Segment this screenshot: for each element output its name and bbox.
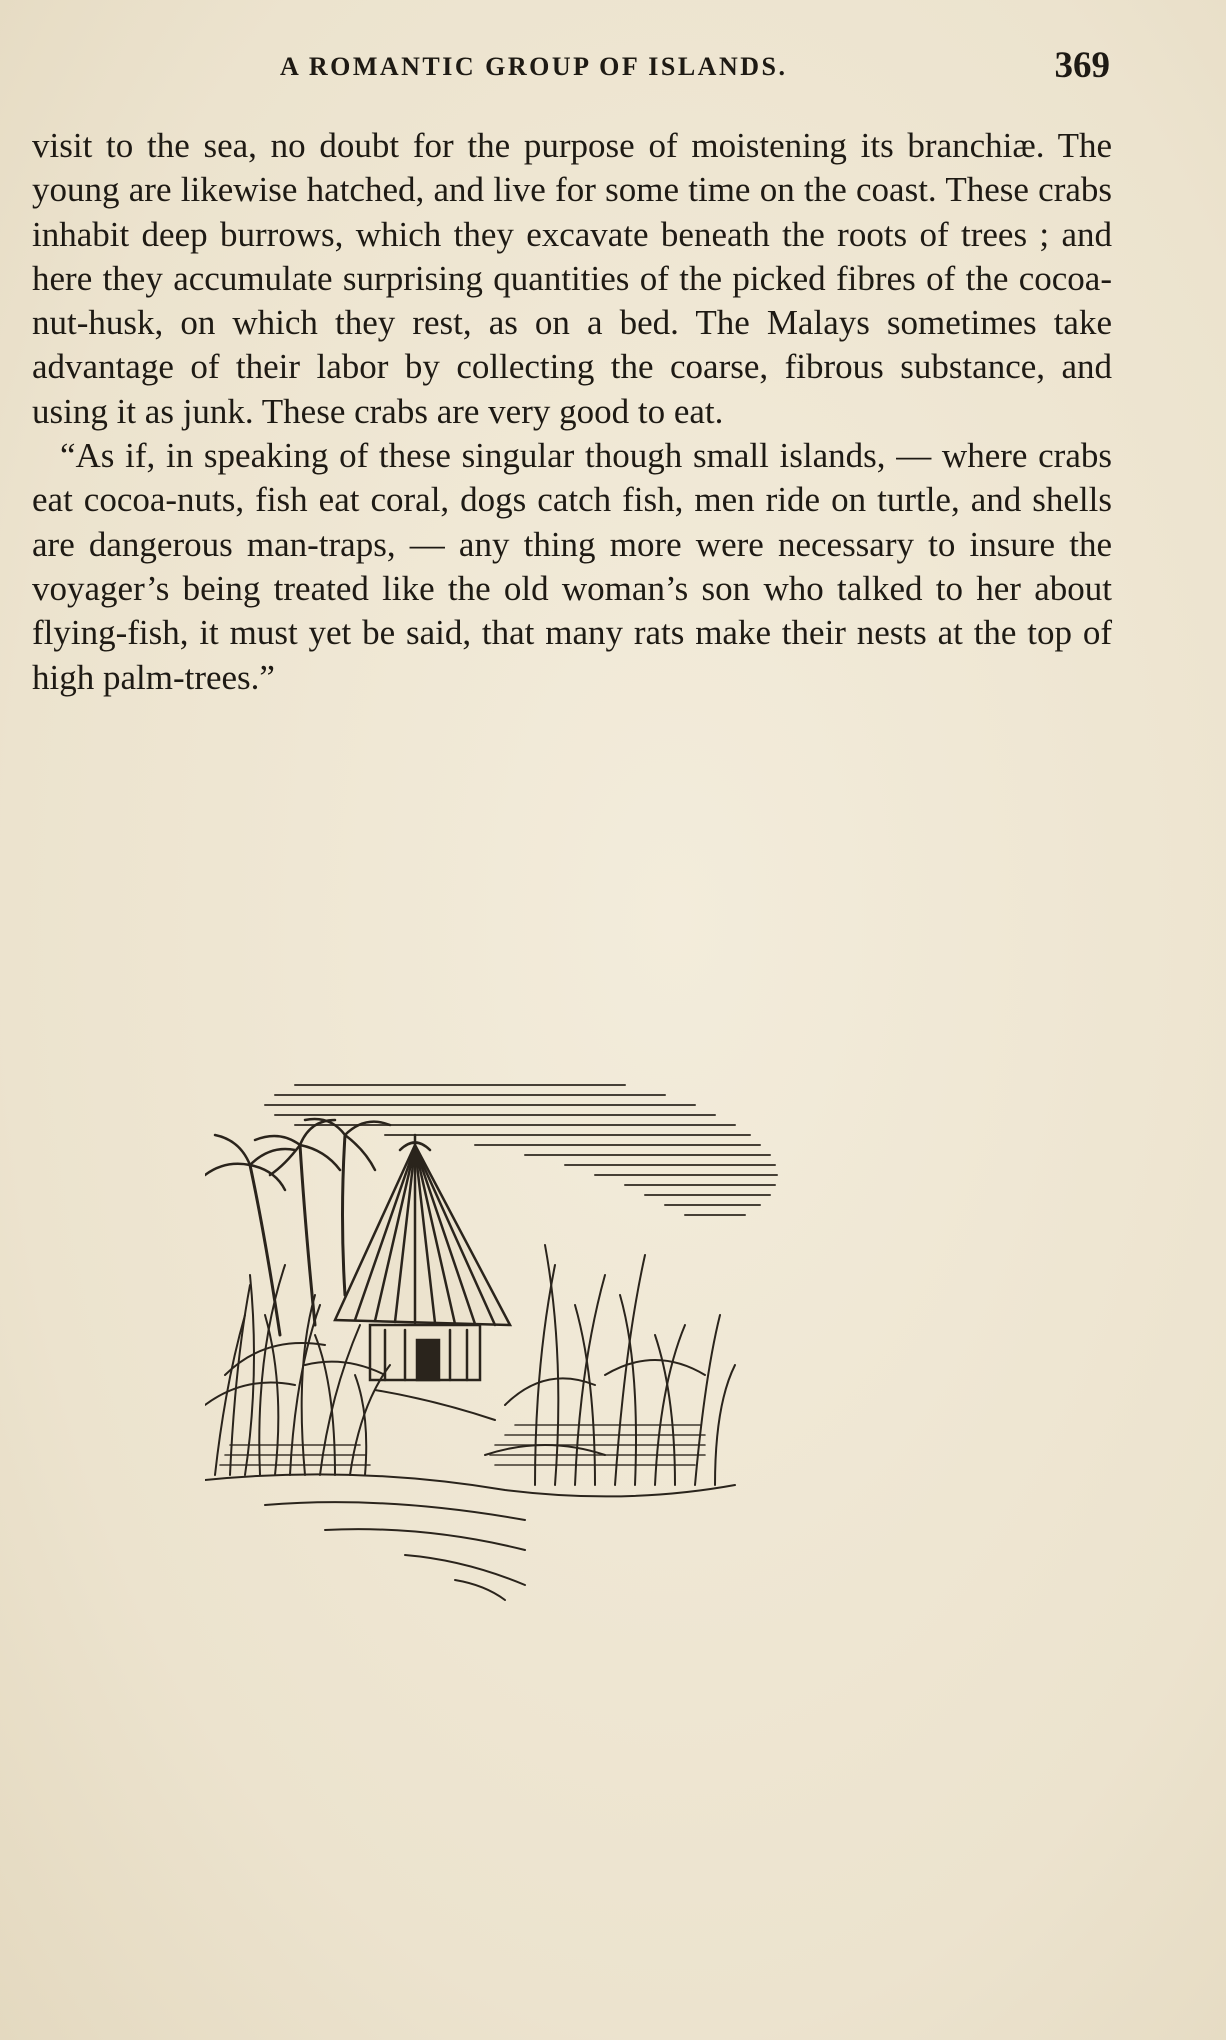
page-header (280, 44, 1110, 94)
running-title: A ROMANTIC GROUP OF ISLANDS. (280, 52, 788, 81)
body-text (32, 124, 1112, 700)
paragraph-1: visit to the sea, no doubt for the purpose of moistening its branchiæ. The young are likewise hatched, and live for some time on the coast. These crabs inhabit deep burrows, which they excavate beneath the roots of trees ; and here they accumulate surprising quantities of the picked fibres of the cocoa-nut-husk, on which they rest, as on a bed. The Malays sometimes take advantage of their labor by collecting the coarse, fibrous substance, and using it as junk. These crabs are very good to eat. (32, 126, 1112, 431)
paragraph-2: “As if, in speaking of these singular though small islands, — where crabs eat cocoa-nuts, fish eat coral, dogs catch fish, men ride on turtle, and shells are dangerous man-traps, — any thing more were necessary to insure the voyager’s being treated like the old woman’s son who talked to her about flying-fish, it must yet be said, that many rats make their nests at the top of high palm-trees.” (32, 436, 1112, 697)
engraving-hut-palm-trees-icon (205, 1075, 945, 1605)
page-number: 369 (1054, 45, 1110, 86)
